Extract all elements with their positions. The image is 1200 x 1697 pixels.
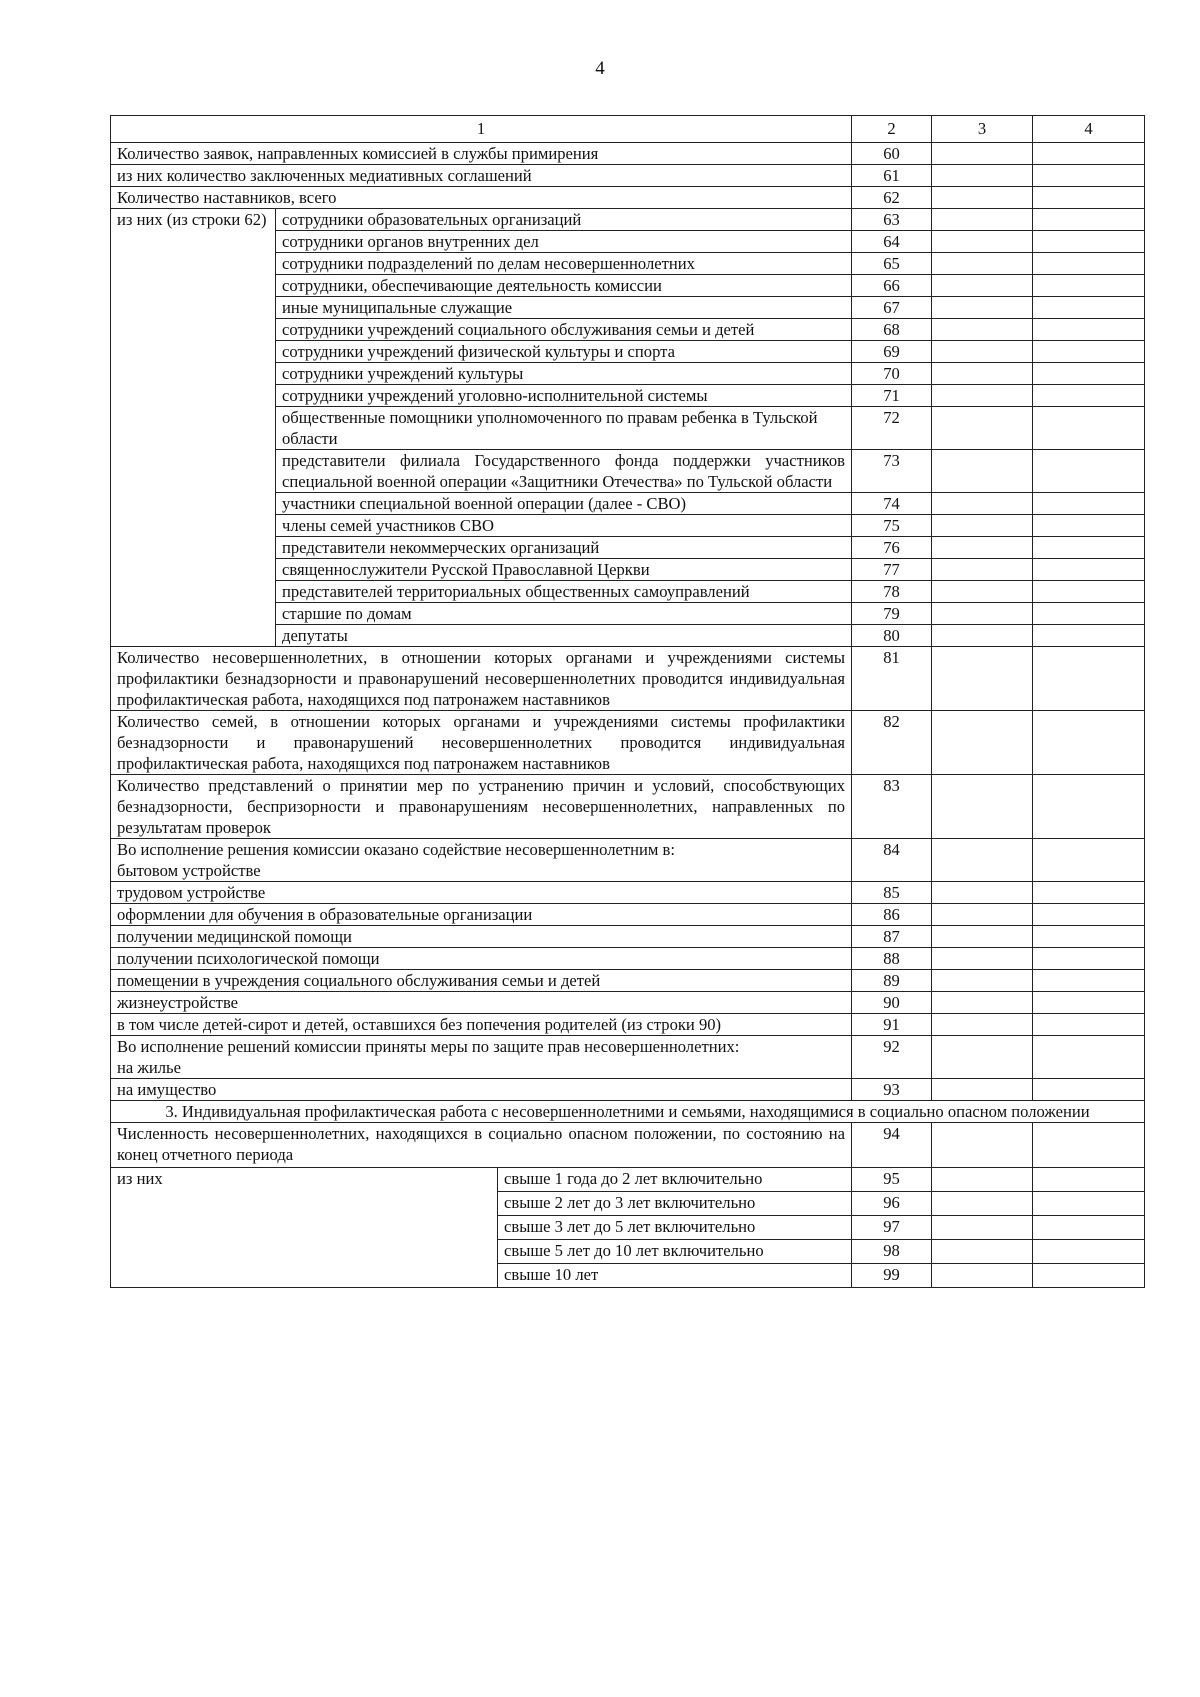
row-code: 97 xyxy=(852,1216,932,1240)
row-label: участники специальной военной операции (далее - СВО) xyxy=(276,493,852,515)
table-row xyxy=(111,1123,1145,1168)
cell-col-3[interactable] xyxy=(932,515,1033,537)
cell-col-4[interactable] xyxy=(1033,1240,1145,1264)
row-code: 70 xyxy=(852,363,932,385)
row-code: 86 xyxy=(852,904,932,926)
cell-col-4[interactable] xyxy=(1033,407,1145,450)
cell-col-3[interactable] xyxy=(932,1123,1033,1168)
row-label: из них количество заключенных медиативных соглашений xyxy=(111,165,852,187)
cell-col-4[interactable] xyxy=(1033,1216,1145,1240)
row-label: Численность несовершеннолетних, находящихся в социально опасном положении, по состоянию на конец отчетного периода xyxy=(111,1123,852,1168)
cell-col-4[interactable] xyxy=(1033,1079,1145,1101)
cell-col-3[interactable] xyxy=(932,926,1033,948)
row-label: Количество заявок, направленных комиссией в службы примирения xyxy=(111,143,852,165)
cell-col-4[interactable] xyxy=(1033,363,1145,385)
cell-col-4[interactable] xyxy=(1033,711,1145,775)
row-label: получении медицинской помощи xyxy=(111,926,852,948)
row-code: 90 xyxy=(852,992,932,1014)
row-intro: Во исполнение решений комиссии приняты меры по защите прав несовершеннолетних: xyxy=(117,1037,740,1056)
cell-col-3[interactable] xyxy=(932,493,1033,515)
cell-col-4[interactable] xyxy=(1033,1123,1145,1168)
cell-col-3[interactable] xyxy=(932,319,1033,341)
cell-col-3[interactable] xyxy=(932,948,1033,970)
cell-col-3[interactable] xyxy=(932,970,1033,992)
cell-col-4[interactable] xyxy=(1033,275,1145,297)
row-label: представители филиала Государственного фонда поддержки участников специальной военной операции «Защитники Отечества» по Тульской области xyxy=(276,450,852,493)
cell-col-4[interactable] xyxy=(1033,385,1145,407)
table-row xyxy=(111,1036,1145,1079)
row-label: сотрудники учреждений физической культуры и спорта xyxy=(276,341,852,363)
row-label: свыше 2 лет до 3 лет включительно xyxy=(498,1192,852,1216)
row-label: священнослужители Русской Православной Церкви xyxy=(276,559,852,581)
row-code: 76 xyxy=(852,537,932,559)
row-code: 88 xyxy=(852,948,932,970)
row-label: Количество представлений о принятии мер по устранению причин и условий, способствующих безнадзорности, беспризорности и правонарушениям несовершеннолетних, направленных по результатам проверок xyxy=(111,775,852,839)
row-label: свыше 3 лет до 5 лет включительно xyxy=(498,1216,852,1240)
cell-col-4[interactable] xyxy=(1033,970,1145,992)
cell-col-4[interactable] xyxy=(1033,882,1145,904)
row-code: 66 xyxy=(852,275,932,297)
cell-col-4[interactable] xyxy=(1033,775,1145,839)
group-label: из них (из строки 62) xyxy=(111,209,276,647)
row-label: Количество семей, в отношении которых органами и учреждениями системы профилактики безнадзорности и правонарушений несовершеннолетних проводится индивидуальная профилактическая работа, находящихся под патронажем наставников xyxy=(111,711,852,775)
row-label: сотрудники образовательных организаций xyxy=(276,209,852,231)
cell-col-4[interactable] xyxy=(1033,187,1145,209)
cell-col-4[interactable] xyxy=(1033,1014,1145,1036)
row-code: 93 xyxy=(852,1079,932,1101)
row-label: представители некоммерческих организаций xyxy=(276,537,852,559)
table-row xyxy=(111,1079,1145,1101)
table-row xyxy=(111,839,1145,882)
cell-col-4[interactable] xyxy=(1033,1264,1145,1288)
row-label: Количество несовершеннолетних, в отношении которых органами и учреждениями системы профилактики безнадзорности и правонарушений несовершеннолетних проводится индивидуальная профилактическая работа, находящихся под патронажем наставников xyxy=(111,647,852,711)
cell-col-4[interactable] xyxy=(1033,231,1145,253)
cell-col-3[interactable] xyxy=(932,385,1033,407)
row-label xyxy=(111,839,852,882)
cell-col-3[interactable] xyxy=(932,581,1033,603)
cell-col-3[interactable] xyxy=(932,647,1033,711)
row-label: свыше 1 года до 2 лет включительно xyxy=(498,1168,852,1192)
statistics-form-table xyxy=(110,115,1145,1288)
row-code: 96 xyxy=(852,1192,932,1216)
page-number: 4 xyxy=(595,58,605,79)
row-code: 64 xyxy=(852,231,932,253)
cell-col-4[interactable] xyxy=(1033,581,1145,603)
cell-col-3[interactable] xyxy=(932,297,1033,319)
row-code: 69 xyxy=(852,341,932,363)
cell-col-4[interactable] xyxy=(1033,992,1145,1014)
row-label: сотрудники подразделений по делам несовершеннолетних xyxy=(276,253,852,275)
cell-col-3[interactable] xyxy=(932,1014,1033,1036)
cell-col-4[interactable] xyxy=(1033,647,1145,711)
row-label: старшие по домам xyxy=(276,603,852,625)
cell-col-3[interactable] xyxy=(932,625,1033,647)
table-row xyxy=(111,775,1145,839)
cell-col-3[interactable] xyxy=(932,1036,1033,1079)
cell-col-4[interactable] xyxy=(1033,209,1145,231)
cell-col-3[interactable] xyxy=(932,1216,1033,1240)
row-code: 98 xyxy=(852,1240,932,1264)
row-label: помещении в учреждения социального обслуживания семьи и детей xyxy=(111,970,852,992)
cell-col-3[interactable] xyxy=(932,275,1033,297)
row-code: 91 xyxy=(852,1014,932,1036)
cell-col-3[interactable] xyxy=(932,407,1033,450)
header-col-4: 4 xyxy=(1033,116,1145,143)
row-sublabel: бытовом устройстве xyxy=(117,861,261,880)
row-code: 71 xyxy=(852,385,932,407)
row-code: 99 xyxy=(852,1264,932,1288)
cell-col-3[interactable] xyxy=(932,904,1033,926)
cell-col-3[interactable] xyxy=(932,882,1033,904)
row-label: сотрудники органов внутренних дел xyxy=(276,231,852,253)
row-label: на имущество xyxy=(111,1079,852,1101)
row-code: 68 xyxy=(852,319,932,341)
row-code: 82 xyxy=(852,711,932,775)
section-3-title: 3. Индивидуальная профилактическая работа с несовершеннолетними и семьями, находящимися в социально опасном положении xyxy=(111,1101,1145,1123)
header-col-3: 3 xyxy=(932,116,1033,143)
cell-col-4[interactable] xyxy=(1033,450,1145,493)
row-code: 80 xyxy=(852,625,932,647)
cell-col-4[interactable] xyxy=(1033,297,1145,319)
cell-col-3[interactable] xyxy=(932,165,1033,187)
cell-col-3[interactable] xyxy=(932,537,1033,559)
cell-col-4[interactable] xyxy=(1033,625,1145,647)
row-label: общественные помощники уполномоченного по правам ребенка в Тульской области xyxy=(276,407,852,450)
table-row xyxy=(111,1014,1145,1036)
row-code: 84 xyxy=(852,839,932,882)
row-label: получении психологической помощи xyxy=(111,948,852,970)
row-code: 65 xyxy=(852,253,932,275)
row-label: сотрудники учреждений культуры xyxy=(276,363,852,385)
table-row xyxy=(111,711,1145,775)
row-label: члены семей участников СВО xyxy=(276,515,852,537)
row-label: иные муниципальные служащие xyxy=(276,297,852,319)
row-code: 92 xyxy=(852,1036,932,1079)
cell-col-3[interactable] xyxy=(932,209,1033,231)
cell-col-3[interactable] xyxy=(932,992,1033,1014)
row-label xyxy=(111,1036,852,1079)
table-row xyxy=(111,647,1145,711)
row-code: 75 xyxy=(852,515,932,537)
row-label: свыше 10 лет xyxy=(498,1264,852,1288)
cell-col-4[interactable] xyxy=(1033,341,1145,363)
table-row xyxy=(111,209,1145,231)
row-code: 79 xyxy=(852,603,932,625)
row-code: 95 xyxy=(852,1168,932,1192)
cell-col-4[interactable] xyxy=(1033,1168,1145,1192)
cell-col-3[interactable] xyxy=(932,711,1033,775)
cell-col-3[interactable] xyxy=(932,450,1033,493)
row-code: 60 xyxy=(852,143,932,165)
cell-col-3[interactable] xyxy=(932,1264,1033,1288)
cell-col-3[interactable] xyxy=(932,1240,1033,1264)
cell-col-4[interactable] xyxy=(1033,904,1145,926)
row-code: 78 xyxy=(852,581,932,603)
cell-col-3[interactable] xyxy=(932,1079,1033,1101)
table-row xyxy=(111,165,1145,187)
row-label: жизнеустройстве xyxy=(111,992,852,1014)
row-label: сотрудники учреждений уголовно-исполнительной системы xyxy=(276,385,852,407)
row-sublabel: на жилье xyxy=(117,1058,181,1077)
cell-col-4[interactable] xyxy=(1033,926,1145,948)
row-code: 62 xyxy=(852,187,932,209)
cell-col-4[interactable] xyxy=(1033,948,1145,970)
cell-col-3[interactable] xyxy=(932,341,1033,363)
cell-col-3[interactable] xyxy=(932,253,1033,275)
row-code: 61 xyxy=(852,165,932,187)
table-row xyxy=(111,882,1145,904)
group-label: из них xyxy=(111,1168,498,1288)
cell-col-4[interactable] xyxy=(1033,319,1145,341)
cell-col-4[interactable] xyxy=(1033,537,1145,559)
row-label: сотрудники учреждений социального обслуживания семьи и детей xyxy=(276,319,852,341)
row-code: 73 xyxy=(852,450,932,493)
cell-col-4[interactable] xyxy=(1033,143,1145,165)
row-code: 94 xyxy=(852,1123,932,1168)
row-code: 72 xyxy=(852,407,932,450)
cell-col-4[interactable] xyxy=(1033,493,1145,515)
row-label: трудовом устройстве xyxy=(111,882,852,904)
row-code: 74 xyxy=(852,493,932,515)
header-row xyxy=(111,116,1145,143)
cell-col-3[interactable] xyxy=(932,231,1033,253)
cell-col-3[interactable] xyxy=(932,839,1033,882)
row-intro: Во исполнение решения комиссии оказано содействие несовершеннолетним в: xyxy=(117,840,675,859)
cell-col-3[interactable] xyxy=(932,559,1033,581)
row-code: 83 xyxy=(852,775,932,839)
row-label: Количество наставников, всего xyxy=(111,187,852,209)
cell-col-3[interactable] xyxy=(932,1192,1033,1216)
row-label: свыше 5 лет до 10 лет включительно xyxy=(498,1240,852,1264)
table-row xyxy=(111,904,1145,926)
cell-col-3[interactable] xyxy=(932,603,1033,625)
table-row xyxy=(111,1168,1145,1192)
cell-col-4[interactable] xyxy=(1033,515,1145,537)
row-label: депутаты xyxy=(276,625,852,647)
cell-col-4[interactable] xyxy=(1033,559,1145,581)
cell-col-3[interactable] xyxy=(932,775,1033,839)
row-code: 63 xyxy=(852,209,932,231)
table-row xyxy=(111,143,1145,165)
table-row xyxy=(111,187,1145,209)
cell-col-4[interactable] xyxy=(1033,1036,1145,1079)
cell-col-4[interactable] xyxy=(1033,253,1145,275)
row-label: сотрудники, обеспечивающие деятельность комиссии xyxy=(276,275,852,297)
cell-col-3[interactable] xyxy=(932,363,1033,385)
table-row xyxy=(111,992,1145,1014)
table-row xyxy=(111,926,1145,948)
row-code: 81 xyxy=(852,647,932,711)
row-label: оформлении для обучения в образовательные организации xyxy=(111,904,852,926)
cell-col-4[interactable] xyxy=(1033,165,1145,187)
row-label: в том числе детей-сирот и детей, оставшихся без попечения родителей (из строки 90) xyxy=(111,1014,852,1036)
cell-col-4[interactable] xyxy=(1033,1192,1145,1216)
row-code: 87 xyxy=(852,926,932,948)
header-col-2: 2 xyxy=(852,116,932,143)
cell-col-4[interactable] xyxy=(1033,603,1145,625)
table-row xyxy=(111,948,1145,970)
row-code: 77 xyxy=(852,559,932,581)
cell-col-3[interactable] xyxy=(932,187,1033,209)
section-header-row xyxy=(111,1101,1145,1123)
row-code: 67 xyxy=(852,297,932,319)
row-code: 89 xyxy=(852,970,932,992)
cell-col-3[interactable] xyxy=(932,143,1033,165)
cell-col-4[interactable] xyxy=(1033,839,1145,882)
cell-col-3[interactable] xyxy=(932,1168,1033,1192)
header-col-1: 1 xyxy=(111,116,852,143)
table-row xyxy=(111,970,1145,992)
row-code: 85 xyxy=(852,882,932,904)
row-label: представителей территориальных общественных самоуправлений xyxy=(276,581,852,603)
